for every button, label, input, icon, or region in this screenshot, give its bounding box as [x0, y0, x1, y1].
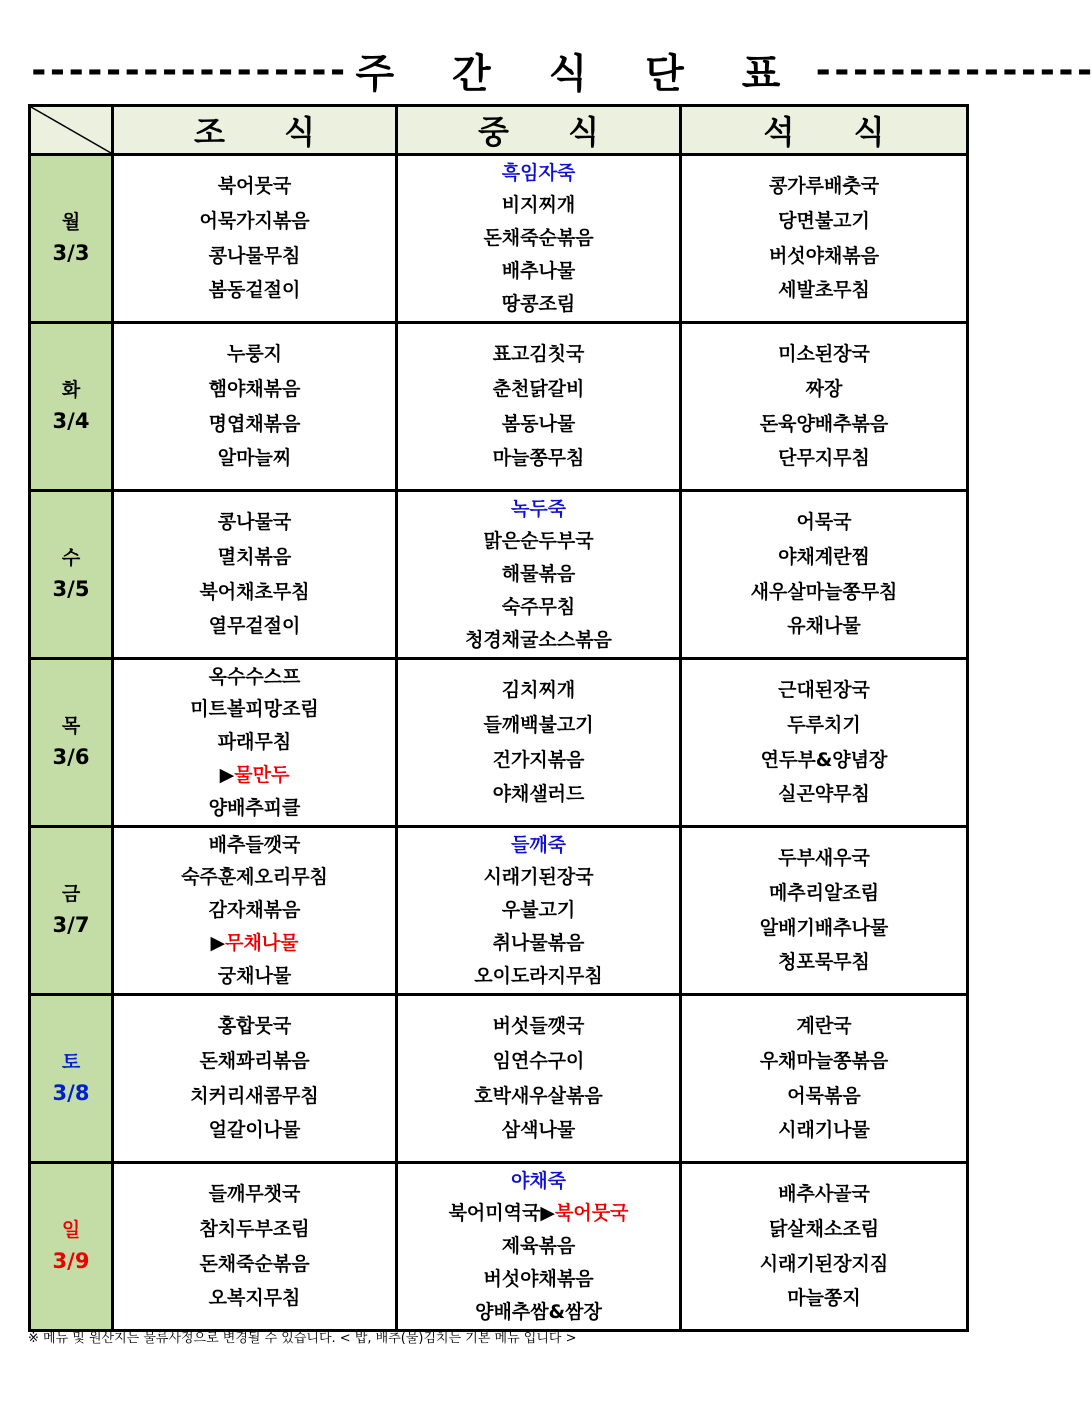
menu-item: 표고김칫국 [492, 343, 585, 366]
breakfast-cell [113, 1163, 397, 1331]
menu-item: 야채샐러드 [492, 783, 585, 806]
menu-item: 호박새우살볶음 [474, 1084, 603, 1107]
dinner-cell [681, 1163, 968, 1331]
day-row-wed [30, 491, 968, 659]
dinner-cell [681, 323, 968, 491]
menu-item: 삼색나물 [501, 1119, 576, 1142]
menu-item: 실곤약무침 [778, 783, 870, 806]
day-row-mon [30, 155, 968, 323]
menu-item: 세발초무침 [778, 279, 870, 302]
menu-item: 유채나물 [787, 615, 861, 638]
menu-item: 돈육양배추볶음 [759, 412, 889, 435]
porridge-item: 야채죽 [510, 1169, 567, 1192]
menu-item: 제육볶음 [501, 1235, 576, 1258]
menu-item: 북어채초무침 [199, 580, 310, 603]
menu-item: 당면불고기 [778, 209, 870, 232]
lunch-cell [397, 491, 681, 659]
day-row-thu [30, 659, 968, 827]
menu-item: 어묵볶음 [787, 1084, 861, 1107]
menu-item: 해물볶음 [501, 563, 576, 586]
menu-item: 오복지무침 [208, 1287, 301, 1310]
page-title: 주 간 식 단 표 [355, 50, 803, 97]
day-date: 3/4 [52, 408, 90, 433]
day-cell [30, 827, 113, 995]
menu-item: 열무겉절이 [208, 615, 301, 638]
menu-item: 춘천닭갈비 [492, 377, 585, 400]
dinner-cell [681, 155, 968, 323]
menu-item: 봄동겉절이 [208, 279, 301, 302]
menu-item: 알마늘찌 [217, 447, 292, 470]
column-header-lunch: 중 식 [397, 106, 681, 155]
menu-item: 취나물볶음 [492, 931, 585, 954]
menu-item: 양배추쌈&쌈장 [475, 1300, 602, 1323]
menu-item: 계란국 [796, 1015, 852, 1038]
title-right-dashes: --------------- [812, 49, 1092, 91]
day-date: 3/8 [52, 1080, 90, 1105]
menu-item: 시래기나물 [778, 1119, 870, 1142]
menu-item: 파래무침 [217, 731, 292, 754]
column-header-breakfast: 조 식 [113, 106, 397, 155]
day-date: 3/7 [52, 912, 90, 937]
weekly-menu-table [28, 104, 969, 1332]
breakfast-cell [113, 995, 397, 1163]
menu-item: 북어미역국 [448, 1202, 541, 1225]
menu-item: 새우살마늘쫑무침 [750, 580, 898, 603]
menu-item-substitute [449, 1201, 629, 1226]
menu-item: 돈채꽈리볶음 [199, 1049, 310, 1072]
menu-item: 임연수구이 [492, 1049, 585, 1072]
day-cell [30, 323, 113, 491]
menu-item: 마늘쫑무침 [492, 447, 585, 470]
header-row [30, 106, 968, 155]
menu-item: 미소된장국 [778, 343, 870, 366]
menu-item: 참치두부조림 [199, 1217, 310, 1240]
highlight-item: 무채나물 [225, 931, 299, 954]
lunch-cell [397, 827, 681, 995]
day-row-sat [30, 995, 968, 1163]
menu-item: 버섯야채볶음 [483, 1267, 594, 1290]
menu-item: 야채계란찜 [778, 545, 870, 568]
menu-item: 시래기된장국 [483, 866, 594, 889]
menu-item: 배추들깻국 [208, 833, 301, 856]
menu-item: 봄동나물 [501, 412, 576, 435]
menu-item: 햄야채볶음 [208, 377, 301, 400]
breakfast-cell [113, 155, 397, 323]
diagonal-line [31, 107, 111, 153]
menu-item: 버섯들깻국 [492, 1015, 585, 1038]
menu-item: 들깨무챗국 [208, 1183, 301, 1206]
menu-item: 옥수수스프 [208, 665, 301, 688]
menu-item: 양배추피클 [208, 796, 301, 819]
menu-item: 시래기된장지짐 [759, 1252, 889, 1275]
arrow-icon: ▶ [219, 763, 235, 786]
lunch-cell [397, 323, 681, 491]
menu-item: 청경채굴소스볶음 [465, 628, 612, 651]
column-header-dinner: 석 식 [681, 106, 968, 155]
menu-item: 어묵가지볶음 [199, 209, 310, 232]
menu-item: 어묵국 [796, 511, 852, 534]
menu-item: 우불고기 [501, 899, 576, 922]
menu-item: 콩나물무침 [208, 244, 301, 267]
menu-item: 건가지볶음 [492, 748, 585, 771]
day-name: 목 [61, 714, 81, 737]
menu-item: 콩나물국 [217, 511, 292, 534]
menu-item: 미트볼피망조림 [190, 698, 319, 721]
day-cell [30, 995, 113, 1163]
menu-item: 단무지무침 [778, 447, 870, 470]
day-row-tue [30, 323, 968, 491]
day-name: 수 [61, 546, 81, 569]
menu-item: 근대된장국 [778, 679, 870, 702]
menu-item: 알배기배추나물 [759, 916, 889, 939]
dinner-cell [681, 995, 968, 1163]
day-row-fri [30, 827, 968, 995]
menu-item: 버섯야채볶음 [768, 244, 880, 267]
menu-item: 마늘쫑지 [787, 1287, 861, 1310]
porridge-item: 흑임자죽 [501, 161, 576, 184]
menu-item: 우채마늘쫑볶음 [759, 1049, 889, 1072]
day-date: 3/6 [52, 744, 90, 769]
menu-item: 청포묵무침 [778, 951, 870, 974]
menu-item: 메추리알조림 [768, 881, 880, 904]
day-name: 금 [61, 882, 81, 905]
dinner-cell [681, 827, 968, 995]
day-cell [30, 659, 113, 827]
menu-item: 감자채볶음 [208, 899, 301, 922]
menu-item: 짜장 [805, 377, 843, 400]
highlight-item: 북어뭇국 [554, 1202, 629, 1225]
breakfast-cell [113, 323, 397, 491]
day-cell [30, 491, 113, 659]
corner-cell [30, 106, 113, 155]
title-left-dashes: ----------------- [28, 49, 346, 91]
menu-item: 돈채죽순볶음 [199, 1252, 310, 1275]
menu-item: 숙주무침 [501, 595, 576, 618]
menu-item: 궁채나물 [217, 964, 292, 987]
menu-item-extra [210, 931, 298, 956]
day-cell [30, 1163, 113, 1331]
dinner-cell [681, 659, 968, 827]
menu-item: 돈채죽순볶음 [483, 227, 594, 250]
menu-item: 홍합뭇국 [217, 1015, 292, 1038]
day-cell [30, 155, 113, 323]
menu-item-extra [220, 763, 290, 788]
dinner-cell [681, 491, 968, 659]
breakfast-cell [113, 827, 397, 995]
menu-item: 배추나물 [501, 259, 576, 282]
porridge-item: 들깨죽 [510, 833, 567, 856]
menu-item: 얼갈이나물 [208, 1119, 301, 1142]
footer-note: ※ 메뉴 및 원산지는 물류사정으로 변경될 수 있습니다. < 밥, 배추(물)김치는 기본 메뉴 입니다 > [28, 1331, 577, 1346]
menu-item: 치커리새콤무침 [190, 1084, 319, 1107]
menu-item: 김치찌개 [501, 679, 576, 702]
day-name: 화 [61, 378, 81, 401]
highlight-item: 물만두 [234, 763, 290, 786]
lunch-cell [397, 155, 681, 323]
arrow-icon: ▶ [540, 1202, 555, 1225]
menu-item: 연두부&양념장 [760, 748, 888, 771]
menu-item: 두부새우국 [778, 847, 870, 870]
breakfast-cell [113, 659, 397, 827]
day-name: 토 [61, 1050, 81, 1073]
arrow-icon: ▶ [210, 931, 226, 954]
menu-item: 숙주훈제오리무침 [181, 866, 328, 889]
day-name: 일 [61, 1218, 81, 1241]
menu-item: 들깨백불고기 [483, 713, 594, 736]
lunch-cell [397, 659, 681, 827]
day-name: 월 [61, 210, 81, 233]
menu-item: 배추사골국 [778, 1183, 870, 1206]
menu-item: 명엽채볶음 [208, 412, 301, 435]
menu-item: 북어뭇국 [217, 175, 292, 198]
menu-item: 맑은순두부국 [483, 530, 594, 553]
menu-item: 비지찌개 [501, 194, 576, 217]
breakfast-cell [113, 491, 397, 659]
menu-item: 두루치기 [787, 713, 861, 736]
lunch-cell [397, 1163, 681, 1331]
menu-item: 땅콩조림 [501, 292, 576, 315]
menu-item: 누룽지 [226, 343, 283, 366]
menu-item: 멸치볶음 [217, 545, 292, 568]
menu-item: 오이도라지무침 [474, 964, 603, 987]
day-row-sun [30, 1163, 968, 1331]
menu-item: 닭살채소조림 [768, 1217, 880, 1240]
title-row [28, 40, 1092, 100]
lunch-cell [397, 995, 681, 1163]
porridge-item: 녹두죽 [510, 497, 567, 520]
day-date: 3/5 [52, 576, 90, 601]
day-date: 3/3 [52, 240, 90, 265]
menu-item: 콩가루배춧국 [768, 175, 880, 198]
day-date: 3/9 [52, 1248, 90, 1273]
